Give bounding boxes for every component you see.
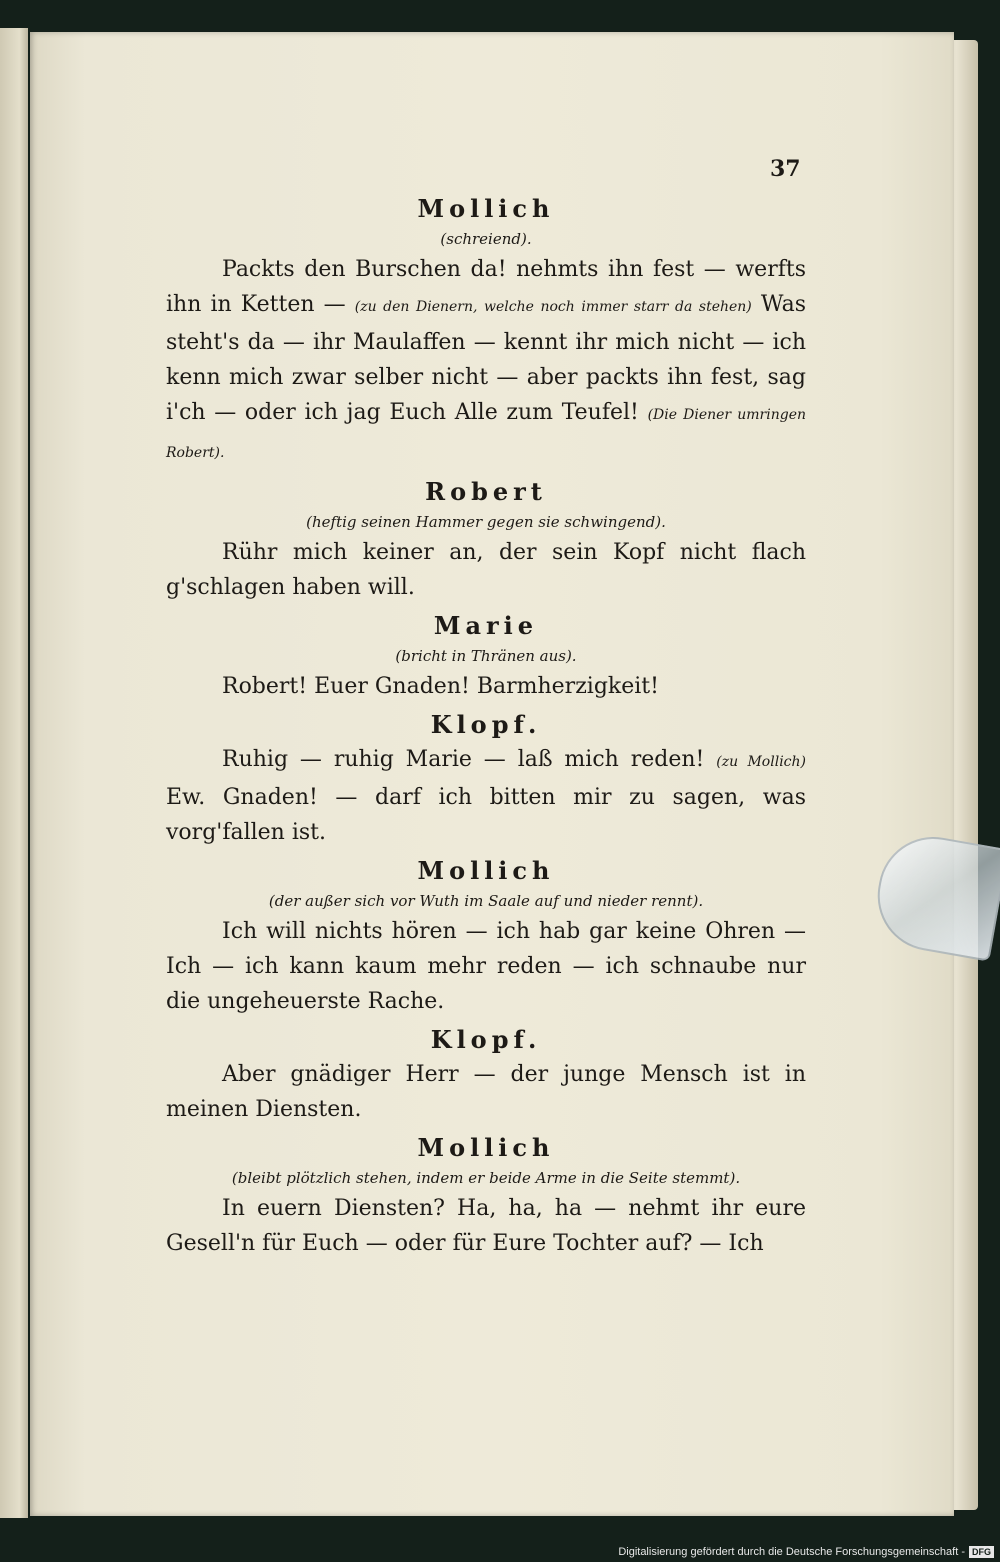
digitization-footer	[618, 1546, 994, 1558]
stage-direction: (bleibt plötzlich stehen, indem er beide Arme in die Seite stemmt).	[231, 1169, 741, 1187]
stage-direction: (der außer sich vor Wuth im Saale auf und nieder rennt).	[268, 892, 704, 910]
stage-direction: (bricht in Thränen aus).	[395, 647, 577, 665]
stage-direction: (heftig seinen Hammer gegen sie schwingend).	[306, 513, 666, 531]
speaker-name: Mollich	[417, 1133, 555, 1162]
dialogue-text: Ruhig — ruhig Marie — laß mich reden!	[222, 747, 717, 772]
inline-stage-direction: (zu Mollich)	[716, 754, 806, 770]
speaker-name: Klopf.	[430, 1025, 542, 1054]
inline-stage-direction: (zu den Dienern, welche noch immer starr da stehen)	[354, 299, 752, 315]
dialogue-line: Aber gnädiger Herr — der junge Mensch ist in meinen Diensten.	[166, 1062, 806, 1122]
stage-direction: (schreiend).	[440, 230, 532, 248]
speaker-name: Marie	[433, 611, 539, 640]
dfg-logo-icon: DFG	[969, 1546, 994, 1558]
speaker-name: Robert	[425, 477, 547, 506]
left-page-edge	[0, 28, 28, 1518]
dialogue-line: Ich will nichts hören — ich hab gar keine Ohren — Ich — ich kann kaum mehr reden — ich schnaube nur die ungeheuerste Rache.	[166, 919, 806, 1014]
footer-text: Digitalisierung gefördert durch die Deutsche Forschungsgemeinschaft -	[618, 1546, 965, 1558]
speaker-name: Klopf.	[430, 710, 542, 739]
speaker-name: Mollich	[417, 194, 555, 223]
speaker-name: Mollich	[417, 856, 555, 885]
dialogue-line	[166, 742, 806, 850]
dialogue-line: Rühr mich keiner an, der sein Kopf nicht flach g'schlagen haben will.	[166, 540, 806, 600]
inline-stage-direction: (Die Diener umringen Robert).	[166, 407, 806, 461]
dialogue-text: Packts den Burschen da! nehmts ihn fest — werfts ihn in Ketten —	[166, 257, 806, 317]
page-text	[166, 150, 806, 1265]
dialogue-text: Ew. Gnaden! — darf ich bitten mir zu sagen, was vorg'fallen ist.	[166, 785, 806, 845]
dialogue-text: Was steht's da — ihr Maulaffen — kennt ihr mich nicht — ich kenn mich zwar selber nicht — aber packts ihn fest, sag i'ch — oder ich jag Euch Alle zum Teufel!	[166, 292, 806, 425]
dialogue-line: In euern Diensten? Ha, ha, ha — nehmt ihr eure Gesell'n für Euch — oder für Eure Tochter auf? — Ich	[166, 1196, 806, 1256]
dialogue-line	[166, 252, 806, 471]
page-number: 37	[770, 156, 801, 182]
dialogue-line: Robert! Euer Gnaden! Barmherzigkeit!	[222, 674, 659, 699]
